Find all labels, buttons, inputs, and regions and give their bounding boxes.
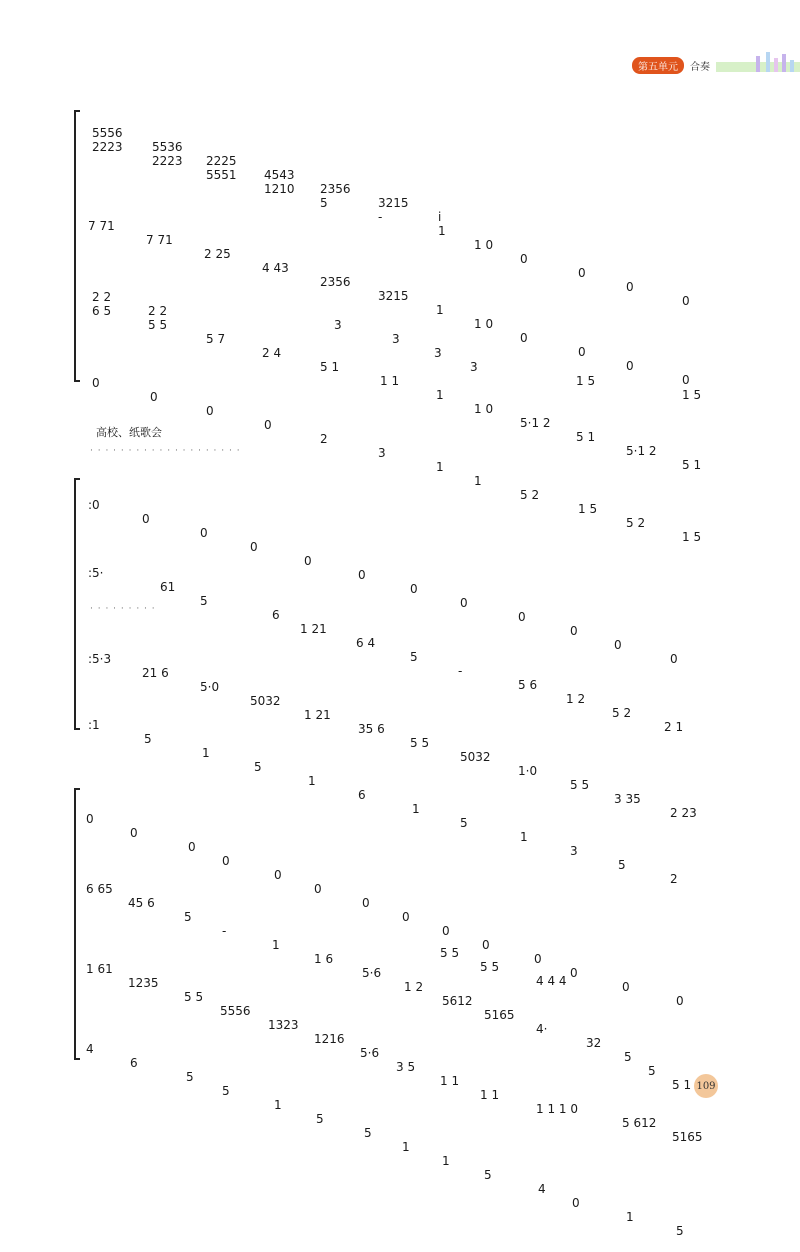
note-group: 4 4 4 xyxy=(536,974,567,988)
note-group: 0 xyxy=(362,896,370,910)
note-group: 6 4 xyxy=(356,636,376,650)
note-group: 1 xyxy=(272,938,280,952)
note-group: 0 xyxy=(150,390,158,404)
system-bracket xyxy=(74,788,80,1060)
note-group: 5 xyxy=(648,1064,656,1078)
note-group: 5 5 xyxy=(440,946,460,960)
note-group: 45 6 xyxy=(128,896,155,910)
note-group: 0 xyxy=(518,610,526,624)
note-group: 1 xyxy=(442,1154,450,1168)
note-group: 5·0 xyxy=(200,680,220,694)
note-group: 7 71 xyxy=(88,219,115,233)
note-group: 6 xyxy=(272,608,280,622)
note-group: 1 xyxy=(474,474,482,488)
note-group: 2223 xyxy=(152,154,183,168)
note-group: 0 xyxy=(142,512,150,526)
note-group: 1 5 xyxy=(682,530,702,544)
note-group: 1 1 xyxy=(480,1088,500,1102)
note-group: 1 6 xyxy=(314,952,334,966)
note-group: - xyxy=(378,210,383,224)
note-group: 1·0 xyxy=(518,764,538,778)
note-group: 5165 xyxy=(672,1130,703,1144)
note-group: 5556 xyxy=(92,126,123,140)
note-group: 3 xyxy=(334,318,342,332)
small-annotation: · · · · · · · · · xyxy=(90,604,156,614)
note-group: 3 xyxy=(392,332,400,346)
note-group: 1 xyxy=(402,1140,410,1154)
note-group: 4 xyxy=(86,1042,94,1056)
note-group: 5 1 xyxy=(672,1078,692,1092)
note-group: 5·1 2 xyxy=(626,444,657,458)
note-group: 2356 xyxy=(320,182,351,196)
note-group: 4 xyxy=(538,1182,546,1196)
note-group: 0 xyxy=(670,652,678,666)
note-group: 1 0 xyxy=(474,238,494,252)
note-group: 2 2 xyxy=(92,290,112,304)
note-group: 0 xyxy=(570,624,578,638)
note-group: 1 xyxy=(202,746,210,760)
note-group: - xyxy=(458,664,463,678)
note-group: 5 7 xyxy=(206,332,226,346)
note-group: 0 xyxy=(274,868,282,882)
note-group: 3 5 xyxy=(396,1060,416,1074)
note-group: 1235 xyxy=(128,976,159,990)
note-group: 0 xyxy=(622,980,630,994)
note-group: 5·6 xyxy=(360,1046,380,1060)
note-group: 1 1 xyxy=(440,1074,460,1088)
note-group: 0 xyxy=(572,1196,580,1210)
note-group: 5 5 xyxy=(480,960,500,974)
lyrics-line: · · · · · · · · · · · · · · · · · · · · xyxy=(90,446,241,456)
note-group: 2 23 xyxy=(670,806,697,820)
note-group: 5165 xyxy=(484,1008,515,1022)
note-group: 0 xyxy=(86,812,94,826)
note-group: 1 2 xyxy=(404,980,424,994)
note-group: 0 xyxy=(460,596,468,610)
note-group: 3 xyxy=(470,360,478,374)
note-group: 0 xyxy=(442,924,450,938)
chapter-header xyxy=(632,56,710,74)
note-group: 1216 xyxy=(314,1032,345,1046)
note-group: 5612 xyxy=(442,994,473,1008)
note-group: 2 25 xyxy=(204,247,231,261)
note-group: 6 xyxy=(130,1056,138,1070)
note-group: 1 xyxy=(438,224,446,238)
note-group: 1 0 xyxy=(474,402,494,416)
note-group: 0 xyxy=(520,331,528,345)
note-group: 5 xyxy=(618,858,626,872)
note-group: 0 xyxy=(578,345,586,359)
note-group: 1 21 xyxy=(304,708,331,722)
note-group: 2 2 xyxy=(148,304,168,318)
score-system-2 xyxy=(74,478,734,886)
note-group: 0 xyxy=(682,373,690,387)
unit-badge: 第五单元 xyxy=(632,57,684,74)
note-group: 0 xyxy=(534,952,542,966)
note-group: 5·1 2 xyxy=(520,416,551,430)
note-group: 1 0 xyxy=(474,317,494,331)
note-group: 1 5 xyxy=(576,374,596,388)
note-group: 0 xyxy=(682,294,690,308)
note-group: :1 xyxy=(88,718,100,732)
note-group: 5 1 xyxy=(576,430,596,444)
note-group: 3215 xyxy=(378,196,409,210)
note-group: 1 xyxy=(308,774,316,788)
note-group: 5 xyxy=(320,196,328,210)
note-group: 6 5 xyxy=(92,304,112,318)
note-group: 2 1 xyxy=(664,720,684,734)
note-group: 5536 xyxy=(152,140,183,154)
note-group: 0 xyxy=(188,840,196,854)
note-group: 0 xyxy=(614,638,622,652)
note-group: 0 xyxy=(304,554,312,568)
note-group: 1 xyxy=(626,1210,634,1224)
note-group: 1210 xyxy=(264,182,295,196)
system-bracket xyxy=(74,110,80,382)
note-group: 0 xyxy=(676,994,684,1008)
note-group: 5032 xyxy=(460,750,491,764)
note-group: 5 xyxy=(222,1084,230,1098)
note-group: 0 xyxy=(314,882,322,896)
note-group: 1 61 xyxy=(86,962,113,976)
note-group: 1 xyxy=(436,303,444,317)
note-group: 0 xyxy=(402,910,410,924)
note-group: 0 xyxy=(578,266,586,280)
note-group: 32 xyxy=(586,1036,602,1050)
note-group: 2356 xyxy=(320,275,351,289)
note-group: 1323 xyxy=(268,1018,299,1032)
note-group: 1 21 xyxy=(300,622,327,636)
note-group: :5·3 xyxy=(88,652,112,666)
note-group: :0 xyxy=(88,498,100,512)
note-group: 5 xyxy=(186,1070,194,1084)
note-group: 5 xyxy=(676,1224,684,1238)
note-group: 1 1 xyxy=(380,374,400,388)
note-group: 5 5 xyxy=(148,318,168,332)
note-group: 5 xyxy=(624,1050,632,1064)
note-group: 0 xyxy=(130,826,138,840)
note-group: 1 5 xyxy=(682,388,702,402)
note-group: 0 xyxy=(626,359,634,373)
note-group: 1 xyxy=(274,1098,282,1112)
note-group: 3 xyxy=(378,446,386,460)
note-group: 4 43 xyxy=(262,261,289,275)
note-group: 1 xyxy=(412,802,420,816)
note-group: 5556 xyxy=(220,1004,251,1018)
page-number: 109 xyxy=(694,1074,718,1098)
note-group: 3 xyxy=(434,346,442,360)
note-group: 1 xyxy=(520,830,528,844)
note-group: 0 xyxy=(358,568,366,582)
note-group: 2 xyxy=(320,432,328,446)
note-group: 0 xyxy=(482,938,490,952)
note-group: 21 6 xyxy=(142,666,169,680)
note-group: 5 2 xyxy=(520,488,540,502)
note-group: 1 1 1 0 xyxy=(536,1102,578,1116)
note-group: 0 xyxy=(570,966,578,980)
note-group: 5 5 xyxy=(184,990,204,1004)
decorative-bars-icon xyxy=(716,50,800,76)
note-group: i xyxy=(438,210,442,224)
note-group: 5 xyxy=(316,1112,324,1126)
note-group: 4· xyxy=(536,1022,548,1036)
note-group: 5 xyxy=(484,1168,492,1182)
note-group: 1 xyxy=(436,460,444,474)
note-group: 2225 xyxy=(206,154,237,168)
note-group: 5 5 xyxy=(570,778,590,792)
note-group: 5551 xyxy=(206,168,237,182)
note-group: 5 5 xyxy=(410,736,430,750)
note-group: 61 xyxy=(160,580,176,594)
note-group: 6 65 xyxy=(86,882,113,896)
note-group: 2 4 xyxy=(262,346,282,360)
section-caption: 高校、纸歌会 xyxy=(96,426,162,439)
note-group: 5 1 xyxy=(320,360,340,374)
note-group: 4543 xyxy=(264,168,295,182)
note-group: 5 xyxy=(184,910,192,924)
note-group: - xyxy=(222,924,227,938)
note-group: 5 xyxy=(364,1126,372,1140)
note-group: 5 xyxy=(410,650,418,664)
note-group: 0 xyxy=(206,404,214,418)
note-group: 5 2 xyxy=(626,516,646,530)
note-group: 5 xyxy=(144,732,152,746)
note-group: 0 xyxy=(92,376,100,390)
note-group: 2 xyxy=(670,872,678,886)
note-group: 5032 xyxy=(250,694,281,708)
note-group: 0 xyxy=(250,540,258,554)
note-group: 5 1 xyxy=(682,458,702,472)
note-group: 2223 xyxy=(92,140,123,154)
system-bracket xyxy=(74,478,80,730)
note-group: 35 6 xyxy=(358,722,385,736)
note-group: 0 xyxy=(410,582,418,596)
note-group: 1 xyxy=(436,388,444,402)
note-group: 5 6 xyxy=(518,678,538,692)
note-group: 5 612 xyxy=(622,1116,657,1130)
note-group: 5 2 xyxy=(612,706,632,720)
note-group: :5· xyxy=(88,566,104,580)
note-group: 1 2 xyxy=(566,692,586,706)
note-group: 3 xyxy=(570,844,578,858)
note-group: 0 xyxy=(264,418,272,432)
note-group: 1 5 xyxy=(578,502,598,516)
note-group: 7 71 xyxy=(146,233,173,247)
note-group: 0 xyxy=(626,280,634,294)
note-group: 5 xyxy=(200,594,208,608)
note-group: 0 xyxy=(520,252,528,266)
note-group: 3215 xyxy=(378,289,409,303)
note-group: 0 xyxy=(200,526,208,540)
note-group: 0 xyxy=(222,854,230,868)
note-group: 5 xyxy=(254,760,262,774)
section-title: 合奏 xyxy=(690,61,710,73)
note-group: 6 xyxy=(358,788,366,802)
note-group: 3 35 xyxy=(614,792,641,806)
note-group: 5 xyxy=(460,816,468,830)
note-group: 5·6 xyxy=(362,966,382,980)
